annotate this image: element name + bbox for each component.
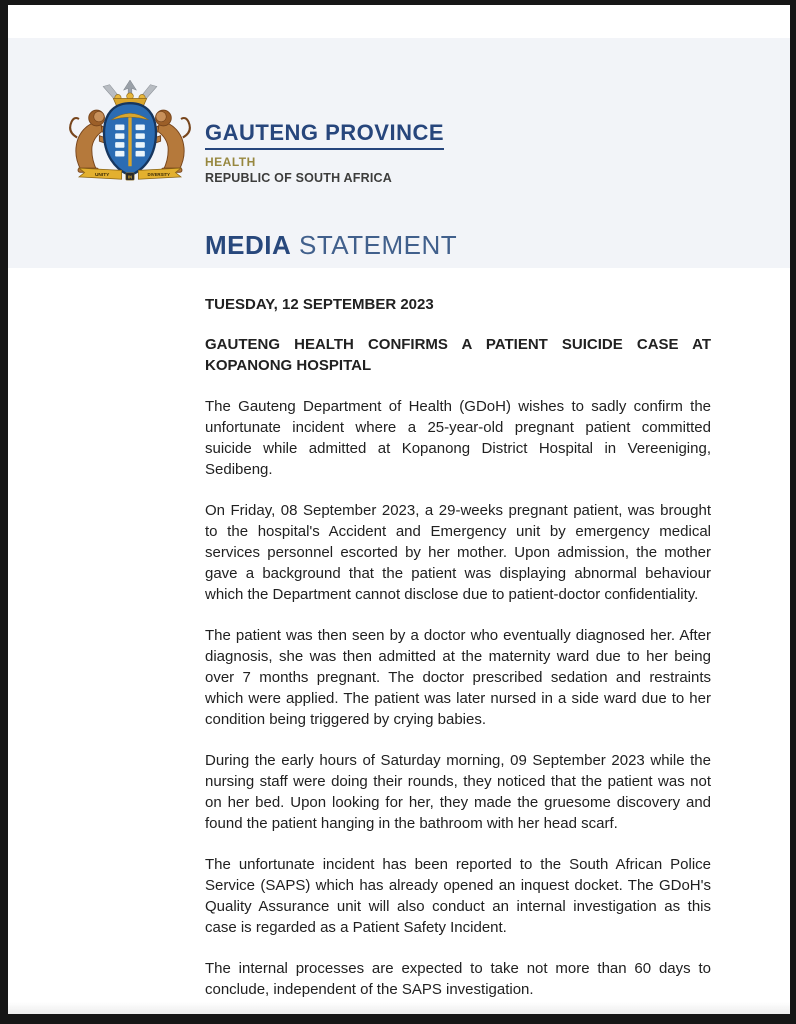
motto-diversity-label: DIVERSITY (147, 172, 170, 178)
body-paragraph: On Friday, 08 September 2023, a 29-weeks pregnant patient, was brought to the hospital's Accident and Emergency unit by emergency medical services personnel escorted by her mother. Upon admission, the mother gave a background that the patient was displaying abnormal behaviour which the Department cannot disclose due to patient-doctor confidentiality. (205, 502, 711, 603)
document-title-media: MEDIA (205, 230, 292, 260)
org-name: GAUTENG PROVINCE (205, 122, 444, 150)
body-paragraph: The internal processes are expected to take not more than 60 days to conclude, independent of the SAPS investigation. (205, 960, 711, 998)
letterhead (8, 38, 790, 268)
org-country: REPUBLIC OF SOUTH AFRICA (205, 171, 392, 185)
shield-icon (104, 103, 156, 175)
statement-headline: GAUTENG HEALTH CONFIRMS A PATIENT SUICIDE CASE AT KOPANONG HOSPITAL (205, 336, 711, 374)
statement-paragraphs (205, 396, 711, 1000)
body-paragraph: The Gauteng Department of Health (GDoH) wishes to sadly confirm the unfortunate incident where a 25-year-old pregnant patient committed suicide while admitted at Kopanong District Hospital in Vereeniging, Sedibeng. (205, 398, 711, 478)
motto-unity-label: UNITY (94, 173, 110, 179)
body-paragraph: The patient was then seen by a doctor who eventually diagnosed her. After diagnosis, she was then admitted at the maternity ward due to her being over 7 months pregnant. The doctor prescribed sedation and restraints which were applied. The patient was later nursed in a side ward due to her condition being triggered by crying babies. (205, 627, 711, 728)
statement-body (205, 294, 711, 1000)
motto-in-label: IN (127, 174, 133, 180)
gauteng-coat-of-arms-logo (58, 80, 202, 182)
document-title (205, 230, 457, 261)
body-paragraph: During the early hours of Saturday morning, 09 September 2023 while the nursing staff were doing their rounds, they noticed that the patient was not on her bed. Upon looking for her, they made the gruesome discovery and found the patient hanging in the bathroom with her head scarf. (205, 752, 711, 832)
body-paragraph: The unfortunate incident has been reported to the South African Police Service (SAPS) which has already opened an inquest docket. The GDoH's Quality Assurance unit will also conduct an internal investigation as this case is regarded as a Patient Safety Incident. (205, 856, 711, 936)
org-department: HEALTH (205, 155, 256, 169)
document-title-statement: STATEMENT (299, 230, 458, 260)
statement-date: TUESDAY, 12 SEPTEMBER 2023 (205, 296, 434, 313)
org-identity-block (205, 122, 444, 185)
document-page (8, 5, 790, 1014)
